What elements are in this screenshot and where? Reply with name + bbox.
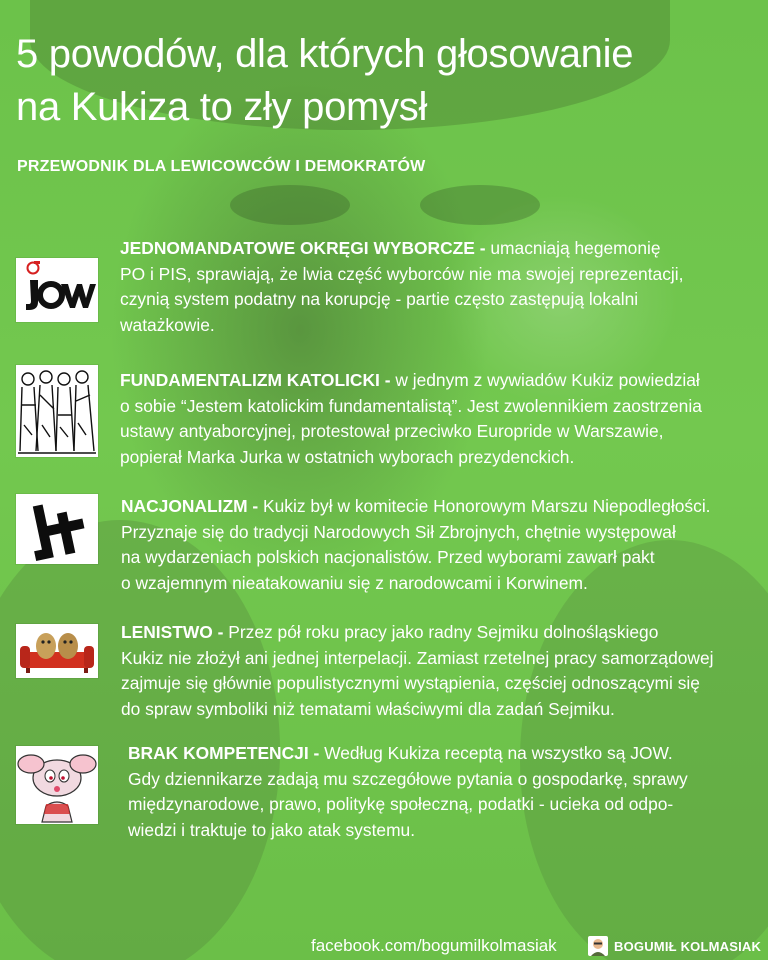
reason-line: watażkowie. (120, 314, 215, 335)
reason-line: o sobie “Jestem katolickim fundamentalistą”. Jest zwolennikiem zaostrzenia (120, 395, 702, 416)
facebook-link[interactable]: facebook.com/bogumilkolmasiak (311, 936, 557, 955)
potatoes-on-couch-icon (16, 624, 98, 678)
cartoon-mouse-icon (16, 746, 98, 824)
reason-line: do spraw symboliki niż tematami właściwymi dla zadań Sejmiku. (121, 698, 615, 719)
reason-line: popierał Marka Jurka w ostatnich wyborach prezydenckich. (120, 446, 575, 467)
reason-line: wiedzi i traktuje to jako atak systemu. (128, 819, 416, 840)
reason-line: międzynarodowe, prawo, politykę społeczną, podatki - ucieka od odpo- (128, 794, 674, 814)
reason-line: Przyznaje się do tradycji Narodowych Sił Zbrojnych, chętnie występował (121, 521, 676, 542)
reason-heading: NACJONALIZM - (121, 496, 259, 516)
reason-line: Według Kukiza receptą na wszystko są JOW. (324, 743, 673, 763)
reason-line: w jednym z wywiadów Kukiz powiedział (395, 370, 700, 390)
reason-line: Kukiz był w komitecie Honorowym Marszu Niepodległości. (263, 496, 711, 516)
reason-line: ustawy antyaborcyjnej, protestował przeciwko Europride w Warszawie, (120, 421, 664, 441)
author-name: BOGUMIŁ KOLMASIAK (614, 938, 762, 954)
nationalist-symbol-icon (16, 494, 98, 564)
reason-text (121, 620, 714, 722)
reason-text (120, 236, 683, 338)
reason-line: Kukiz nie złożył ani jednej interpelacji. Zamiast rzetelnej pracy samorządowej (121, 647, 714, 668)
reason-line: PO i PIS, sprawiają, że lwia część wyborców nie ma swojej reprezentacji, (120, 263, 684, 284)
reason-text (120, 368, 702, 470)
reason-heading: BRAK KOMPETENCJI - (128, 743, 320, 763)
reason-line: Gdy dziennikarze zadają mu szczegółowe pytania o gospodarkę, sprawy (128, 768, 688, 789)
reason-heading: JEDNOMANDATOWE OKRĘGI WYBORCZE - (120, 238, 486, 258)
title-line: na Kukiza to zły pomysł (16, 85, 428, 129)
reason-text (121, 494, 711, 596)
reason-heading: FUNDAMENTALIZM KATOLICKI - (120, 370, 391, 390)
background-photo-shade (420, 185, 540, 225)
religious-figures-icon (16, 365, 98, 457)
reason-line: zajmuje się głównie populistycznymi wystąpienia, częściej odnoszącymi się (121, 673, 700, 693)
background-photo-shade (230, 185, 350, 225)
reason-line: czynią system podatny na korupcję - partie często zastępują lokalni (120, 289, 639, 309)
author-avatar-icon (588, 936, 608, 956)
reason-line: umacniają hegemonię (490, 238, 661, 258)
poster-title (16, 28, 756, 134)
reason-line: na wydarzeniach polskich nacjonalistów. Przed wyborami zawarł pakt (121, 547, 655, 567)
reason-heading: LENISTWO - (121, 622, 224, 642)
reason-line: o wzajemnym nieatakowaniu się z narodowcami i Korwinem. (121, 572, 588, 593)
title-line: 5 powodów, dla których głosowanie (16, 32, 634, 76)
reason-line: Przez pół roku pracy jako radny Sejmiku dolnośląskiego (228, 622, 659, 642)
jow-logo-icon (16, 258, 98, 322)
poster-subtitle: PRZEWODNIK DLA LEWICOWCÓW I DEMOKRATÓW (17, 158, 426, 175)
reason-text (128, 741, 688, 843)
author-badge (588, 935, 761, 957)
